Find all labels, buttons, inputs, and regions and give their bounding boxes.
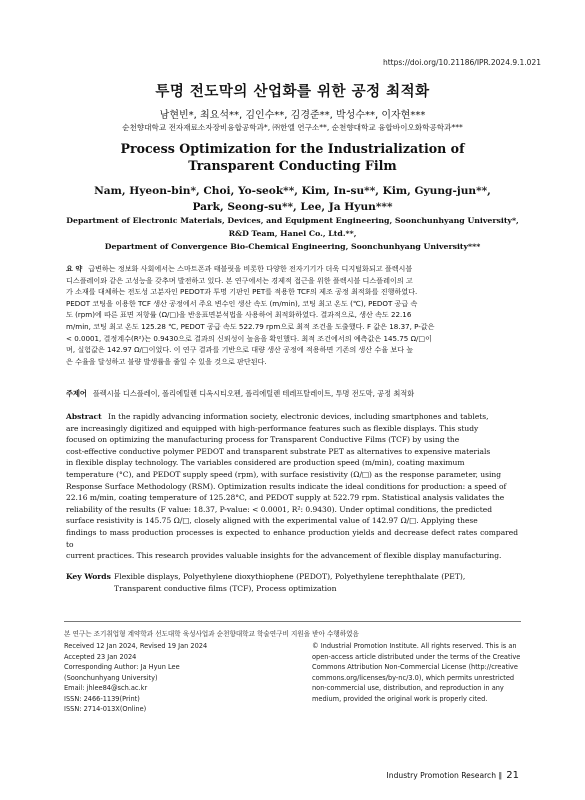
korean-abstract-line: 은 수율을 달성하고 불량 발생률을 줄일 수 있을 것으로 판단된다. xyxy=(66,356,267,366)
footnote-divider xyxy=(64,621,521,622)
page-footer xyxy=(387,770,519,781)
license-line: non-commercial use, distribution, and reproduction in any xyxy=(312,684,504,692)
english-affiliation-line: R&D Team, Hanel Co., Ltd.**, xyxy=(228,229,357,238)
corresponding-author: Corresponding Author: Ja Hyun Lee xyxy=(64,663,180,671)
korean-abstract-line: 디스플레이와 같은 고성능을 갖추며 발전하고 있다. 본 연구에서는 경제적 접근을 위한 플렉시블 디스플레이의 고 xyxy=(66,275,413,285)
korean-abstract-line: 며, 실험값은 142.97 Ω/□이었다. 이 연구 결과를 기반으로 대량 생산 공정에 적용하면 기존의 생산 수율 보다 높 xyxy=(66,345,414,355)
english-abstract-line: Abstract In the rapidly advancing information society, electronic devices, including smartphones and tablets, xyxy=(66,412,489,421)
english-abstract-line: in flexible display technology. The variables considered are production speed (m/min), coating maximum xyxy=(66,458,465,468)
received-date: Received 12 Jan 2024, Revised 19 Jan 2024 xyxy=(64,642,208,650)
english-abstract-line: reliability of the results (F value: 18.37, P-value: < 0.0001, R²: 0.9430). Under optimal conditions, the predicted xyxy=(66,504,493,514)
english-title-line: Transparent Conducting Film xyxy=(188,158,397,173)
korean-keywords-label: 주제어 xyxy=(66,389,87,398)
license-notice xyxy=(312,641,522,704)
english-abstract xyxy=(66,411,518,562)
license-line: commons.org/licenses/by-nc/3.0), which permits unrestricted xyxy=(312,673,515,682)
korean-abstract-label: 요 약 xyxy=(66,264,83,273)
journal-name: Industry Promotion Research ∥ xyxy=(386,771,503,780)
korean-abstract-line: 요 약 급변하는 정보화 사회에서는 스마트폰과 태블릿을 비롯한 다양한 전자기기가 더욱 디지털화되고 플렉시블 xyxy=(66,264,413,273)
doi-link[interactable]: https://doi.org/10.21186/IPR.2024.9.1.021 xyxy=(382,58,541,67)
issn-print: ISSN: 2466-1139(Print) xyxy=(64,694,140,703)
korean-abstract-line: m/min, 코팅 최고 온도 125.28 ℃, PEDOT 공급 속도 522.79 rpm으로 최적 조건을 도출했다. F 값은 18.37, P-값은 xyxy=(66,321,435,331)
korean-abstract-line: 가 소재를 대체하는 전도성 고분자인 PEDOT과 투명 기판인 PET를 적용한 TCF의 제조 공정 최적화를 진행하였다. xyxy=(66,287,418,297)
korean-abstract xyxy=(66,263,518,367)
english-title-line: Process Optimization for the Industrialization of xyxy=(120,141,465,156)
english-affiliation-line: Department of Convergence Bio-Chemical Engineering, Soonchunhyang University*** xyxy=(104,242,481,251)
english-title xyxy=(0,140,585,174)
english-authors-line: Nam, Hyeon-bin*, Choi, Yo-seok**, Kim, In-su**, Kim, Gyung-jun**, xyxy=(94,185,491,197)
korean-affiliation: 순천향대학교 전자재료소자장비융합공학과*, ㈜한엘 연구소**, 순천향대학교 융합바이오화학공학과*** xyxy=(122,123,463,132)
license-line: © Industrial Promotion Institute. All rights reserved. This is an xyxy=(312,642,517,650)
page-number: 21 xyxy=(506,770,519,781)
license-line: medium, provided the original work is properly cited. xyxy=(312,694,488,703)
accepted-date: Accepted 23 Jan 2024 xyxy=(64,652,137,661)
korean-keywords-text: 플렉시블 디스플레이, 폴리에틸렌 디옥시티오펜, 폴리에틸렌 테레프탈레이트, 투명 전도막, 공정 최적화 xyxy=(92,389,415,398)
english-keywords xyxy=(66,571,518,594)
license-line: Commons Attribution Non-Commercial License (http://creative xyxy=(312,663,518,671)
english-abstract-line: Response Surface Methodology (RSM). Optimization results indicate the ideal conditions for production: a speed of xyxy=(66,481,507,491)
english-keywords-text: Flexible displays, Polyethylene dioxythiophene (PEDOT), Polyethylene terephthalate (PET), Transparent conductive films (TCF), Process optimization xyxy=(114,572,466,593)
korean-title: 투명 전도막의 산업화를 위한 공정 최적화 xyxy=(155,84,430,100)
english-abstract-label: Abstract xyxy=(66,412,102,421)
korean-keywords xyxy=(66,389,518,399)
author-email[interactable]: Email: jhlee84@sch.ac.kr xyxy=(64,684,148,692)
korean-abstract-line: PEDOT 코팅을 이용한 TCF 생산 공정에서 주요 변수인 생산 속도 (m/min), 코팅 최고 온도 (℃), PEDOT 공급 속 xyxy=(66,298,418,308)
issn-online: ISSN: 2714-013X(Online) xyxy=(64,705,147,713)
english-abstract-line: cost-effective conductive polymer PEDOT and transparent substrate PET as alternatives to expensive materials xyxy=(66,446,491,456)
korean-abstract-line: < 0.0001, 결정계수(R²)는 0.9430으로 결과의 신뢰성이 높음을 확인했다. 최적 조건에서의 예측값은 145.75 Ω/□이 xyxy=(66,333,432,343)
english-abstract-line: focused on optimizing the manufacturing process for Transparent Conductive Films (TCF) by using the xyxy=(66,435,460,445)
english-abstract-line: current practices. This research provides valuable insights for the advancement of flexible display manufacturing. xyxy=(66,551,502,561)
funding-note: 본 연구는 조기취업형 계약학과 선도대학 육성사업과 순천향대학교 학술연구비 지원을 받아 수행하였음 xyxy=(64,630,359,638)
article-info xyxy=(64,641,279,715)
english-affiliation-line: Department of Electronic Materials, Devices, and Equipment Engineering, Soonchunhyang University*, xyxy=(66,216,519,225)
english-abstract-line: findings to mass production processes is expected to enhance production yields and decrease defect rates compared to xyxy=(66,527,518,549)
english-abstract-line: are increasingly digitized and equipped with high-performance features such as flexible displays. This study xyxy=(66,423,479,433)
english-affiliation xyxy=(60,214,525,253)
english-authors-line: Park, Seong-su**, Lee, Ja Hyun*** xyxy=(192,201,393,213)
english-abstract-line: 22.16 m/min, coating temperature of 125.28°C, and PEDOT supply at 522.79 rpm. Statistical analysis validates the xyxy=(66,493,505,503)
license-line: open-access article distributed under the terms of the Creative xyxy=(312,652,521,661)
english-abstract-line: surface resistivity is 145.75 Ω/□, closely aligned with the experimental value of 142.97 Ω/□. Applying these xyxy=(66,516,478,526)
english-keywords-label: Key Words xyxy=(66,572,111,581)
korean-abstract-line: 도 (rpm)에 따른 표면 저항률 (Ω/□)을 반응표면분석법을 사용하여 최적화하였다. 결과적으로, 생산 속도 22.16 xyxy=(66,310,412,320)
english-abstract-line: temperature (°C), and PEDOT supply speed (rpm), with surface resistivity (Ω/□) as the response parameter, using xyxy=(66,469,501,479)
corresponding-affiliation: (Soonchunhyang University) xyxy=(64,673,158,682)
english-authors xyxy=(0,183,585,215)
korean-authors: 남현빈*, 최요석**, 김인수**, 김경준**, 박성수**, 이자현*** xyxy=(159,110,426,121)
